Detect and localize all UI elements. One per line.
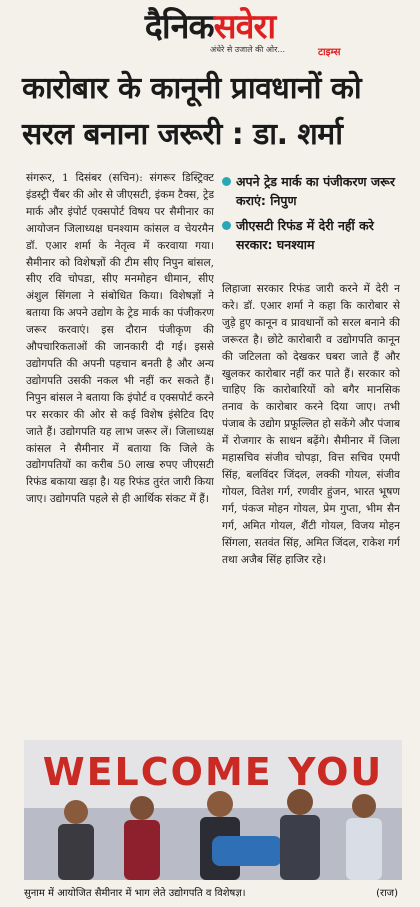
highlight-item [222, 216, 414, 254]
photo-banner-text: WELCOME YOU [42, 750, 384, 794]
highlight-item [222, 172, 414, 210]
caption-text: सुनाम में आयोजित सैमीनार में भाग लेते उद्योगपति व विशेषज्ञ। [24, 888, 246, 899]
masthead-title-part2: सवेरा [213, 7, 276, 47]
highlight-text: जीएसटी रिफंड में देरी नहीं करे सरकार: घनश्याम [236, 218, 374, 252]
article-headline: कारोबार के कानूनी प्रावधानों को सरल बनाना जरूरी : डा. शर्मा [22, 71, 362, 152]
bullet-icon [222, 177, 231, 186]
article-highlights [222, 172, 414, 260]
article-photo [24, 740, 402, 880]
masthead-title-part1: दैनिक [144, 7, 214, 47]
photo-caption [24, 884, 402, 904]
article-column-right: लिहाजा सरकार रिफंड जारी करने में देरी न करे। डॉ. एआर शर्मा ने कहा कि कारोबार से जुड़े हुए कानून व प्रावधानों को सरल बनाने की जरूरत है। छोटे कारोबारी व उद्योगपति कानून की जटिलता को देखकर घबरा जाते हैं और खुलकर कारोबार नहीं कर पाते हैं। सरकार को चाहिए कि कारोबारियों को बगैर मानसिक तनाव के कारोबार करने दिया जाए। तभी पंजाब के उद्योग प्रफूल्लित हो सकेंगे और पंजाब में रोजगार के साधन बढ़ेंगे। सैमीनार में जिला महासचिव संजीव चोपड़ा, वित्त सचिव एमपी सिंह, बलविंदर जिंदल, लक्की गोयल, संजीव गोयल, वितेश गर्ग, रणवीर हुंजन, भारत भूषण गर्ग, पंकज मोहन गोयल, प्रेम गुप्ता, भीम सैन गर्ग, अमित गोयल, शैंटी गोयल, विजय मोहन सिंगला, सतवंत सिंह, अमित जिंदल, राकेश गर्ग तथा अजैब सिंह हाजिर रहे। [222, 283, 400, 566]
masthead-title [0, 2, 420, 48]
masthead-tagline: अंधेरे से उजाले की ओर... [210, 45, 286, 54]
masthead-times: टाइम्स [318, 47, 341, 58]
photo-credit: (राज) [376, 888, 398, 899]
article-column-left: संगरूर, 1 दिसंबर (सचिन): संगरूर डिस्ट्रिक्ट इंडस्ट्री चैंबर की ओर से जीएसटी, इंकम टैक्स, ट्रेड मार्क और इंपोर्ट एक्सपोर्ट विषय पर सैमीनार का आयोजन जिलाध्यक्ष घनश्याम कांसल व चेयरमैन डॉ. एआर शर्मा के नेतृत्व में करवाया गया। सैमीनार को विशेषज्ञों की टीम सीए निपुन बांसल, सीए रवि चोपडा, सीए मनमोहन धीमान, सीए अंशुल सिंगला ने संबोधित किया। विशेषज्ञों ने बताया कि अपने उद्योग के ट्रेड मार्क का पंजीकरण जरूर करवाएं। इस दौरान पंजीकृण की औपचारिकताओं की जानकारी दी गई। इससे उद्योगपति की अपनी पहचान बनती है और अन्य उद्योगपति उसकी नकल भी नहीं कर सकते हैं। निपुन बांसल ने बताया कि इंपोर्ट व एक्सपोर्ट करने पर सरकार की ओर से कई विशेष इंसेटिव दिए जाते हैं। उद्योगपति यह लाभ जरूर लें। जिलाध्यक्ष कांसल ने सैमीनार में बताया कि जिले के उद्योगपतियों का करीब 50 लाख रुपए जीएसटी रिफंड बकाया खड़ा है। यह रिफंड तुरंत जारी किया जाए। उद्योगपति पहले से ही आर्थिक संकट में हैं। [26, 172, 214, 506]
bullet-icon [222, 221, 231, 230]
masthead [0, 0, 420, 64]
highlight-text: अपने ट्रेड मार्क का पंजीकरण जरूर कराएं: निपुण [236, 174, 395, 208]
